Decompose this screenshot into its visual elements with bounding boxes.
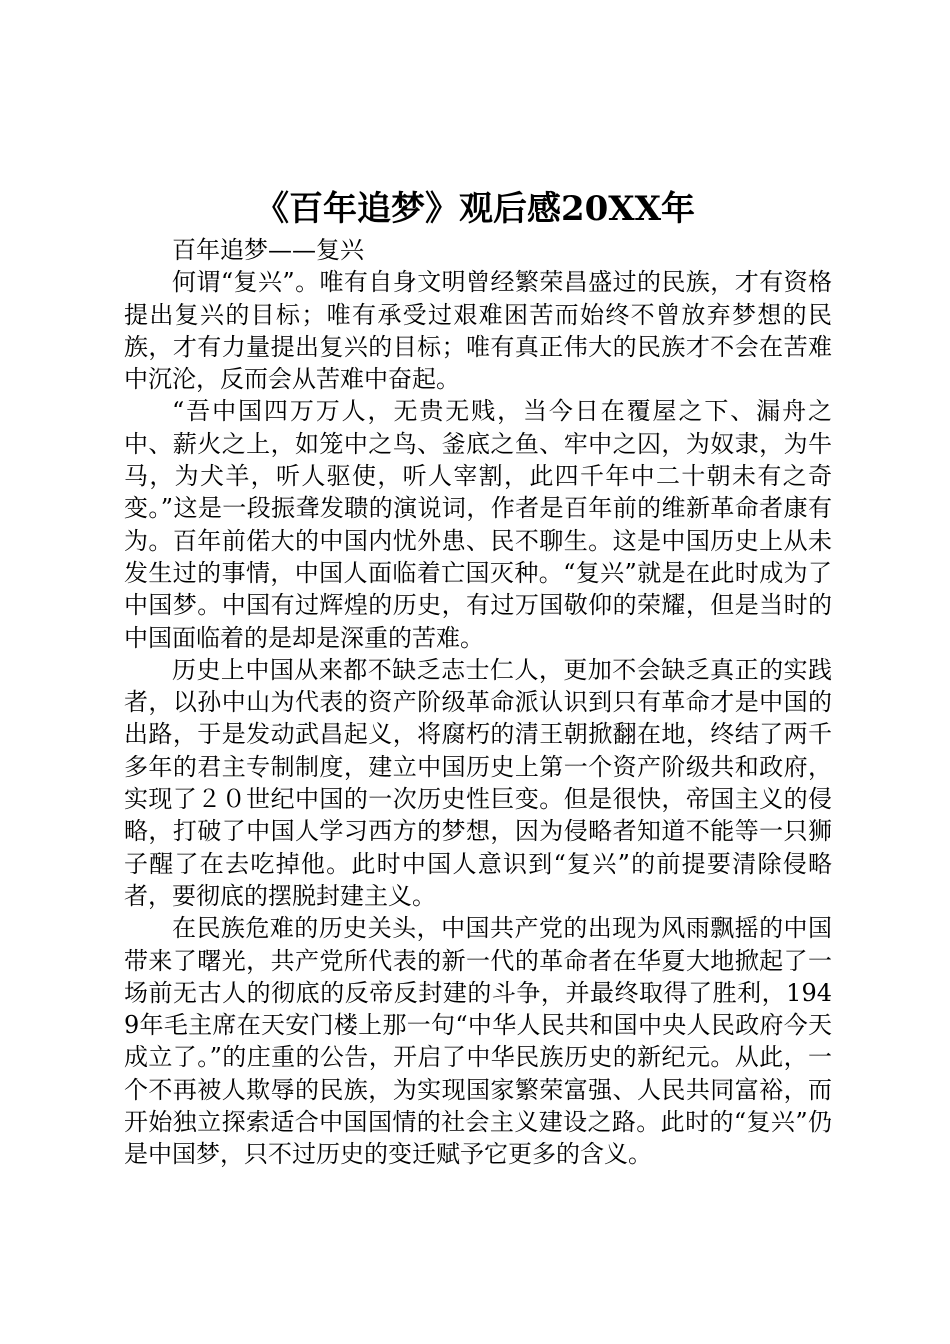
- subtitle-paragraph: 百年追梦——复兴: [172, 236, 364, 264]
- paragraph-2: “吾中国四万万人，无贵无贱，当今日在覆屋之下、漏舟之中、薪火之上，如笼中之鸟、釜底之鱼、牢中之囚，为奴隶，为牛马，为犬羊，听人驱使，听人宰割，此四千年中二十朝未有之奇变。”这是一段振聋发聩的演说词，作者是百年前的维新革命者康有为。百年前偌大的中国内忧外患、民不聊生。这是中国历史上从未发生过的事情，中国人面临着亡国灭种。“复兴”就是在此时成为了中国梦。中国有过辉煌的历史，有过万国敬仰的荣耀，但是当时的中国面临着的是却是深重的苦难。: [124, 397, 832, 652]
- paragraph-1: 何谓“复兴”。唯有自身文明曾经繁荣昌盛过的民族，才有资格提出复兴的目标；唯有承受过艰难困苦而始终不曾放弃梦想的民族，才有力量提出复兴的目标；唯有真正伟大的民族才不会在苦难中沉沦，反而会从苦难中奋起。: [124, 268, 832, 394]
- paragraph-4: 在民族危难的历史关头，中国共产党的出现为风雨飘摇的中国带来了曙光，共产党所代表的新一代的革命者在华夏大地掀起了一场前无古人的彻底的反帝反封建的斗争，并最终取得了胜利，1949年毛主席在天安门楼上那一句“中华人民共和国中央人民政府今天成立了。”的庄重的公告，开启了中华民族历史的新纪元。从此，一个不再被人欺辱的民族，为实现国家繁荣富强、人民共同富裕，而开始独立探索适合中国国情的社会主义建设之路。此时的“复兴”仍是中国梦，只不过历史的变迁赋予它更多的含义。: [124, 914, 832, 1169]
- document-body: [124, 234, 832, 1171]
- paragraph-3: 历史上中国从来都不缺乏志士仁人，更加不会缺乏真正的实践者，以孙中山为代表的资产阶级革命派认识到只有革命才是中国的出路，于是发动武昌起义，将腐朽的清王朝掀翻在地，终结了两千多年的君主专制制度，建立中国历史上第一个资产阶级共和政府，实现了２０世纪中国的一次历史性巨变。但是很快，帝国主义的侵略，打破了中国人学习西方的梦想，因为侵略者知道不能等一只狮子醒了在去吃掉他。此时中国人意识到“复兴”的前提要清除侵略者，要彻底的摆脱封建主义。: [124, 655, 832, 910]
- document-title: 《百年追梦》观后感20XX年: [254, 189, 696, 229]
